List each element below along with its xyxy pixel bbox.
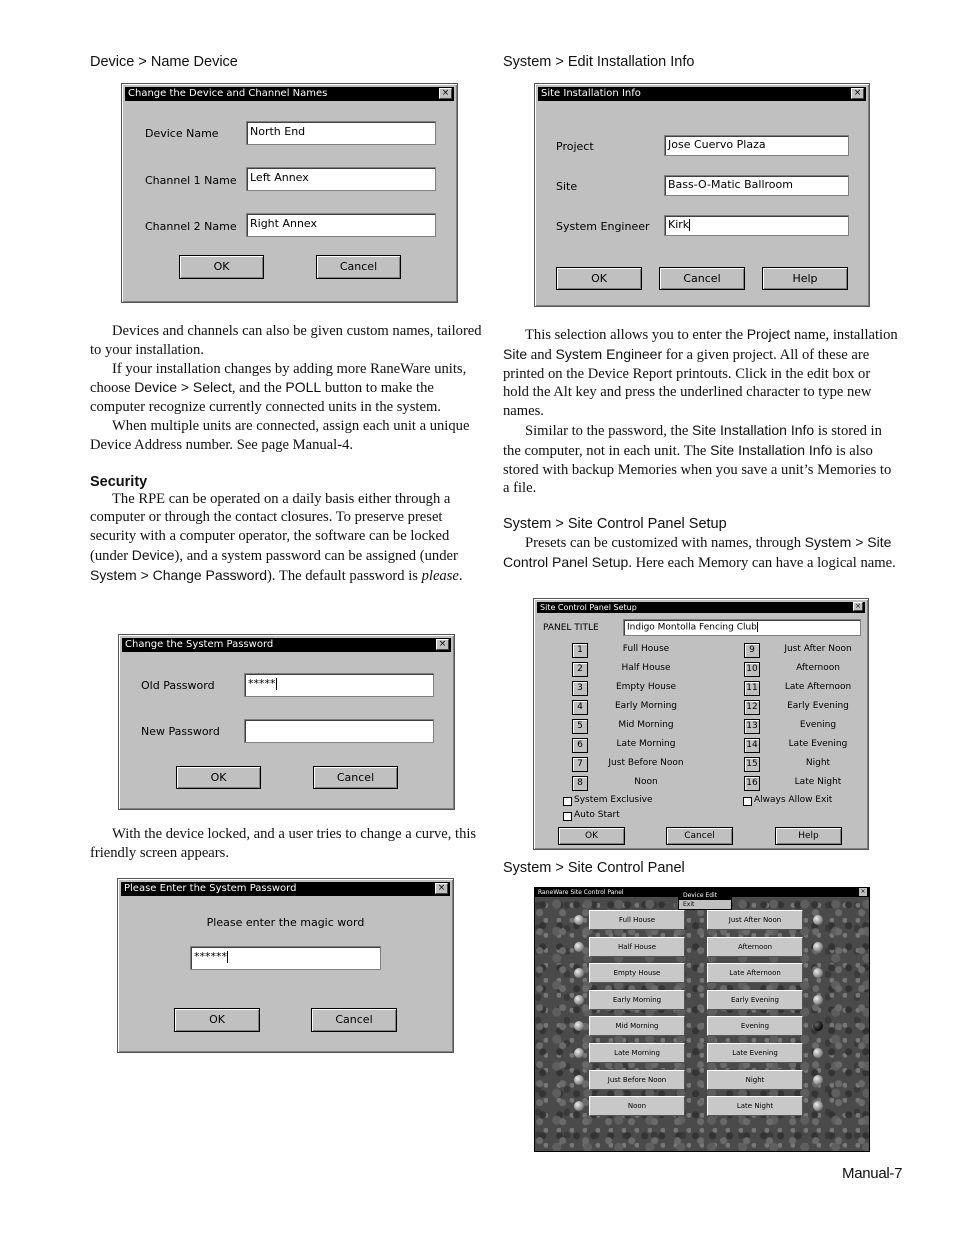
preset-indicator-icon xyxy=(813,1075,823,1085)
caption-site-control-panel: System > Site Control Panel xyxy=(503,860,685,876)
site-input[interactable]: Bass-O-Matic Ballroom xyxy=(664,175,849,196)
cancel-button[interactable]: Cancel xyxy=(313,766,398,789)
field-reference: System Engineer xyxy=(555,345,663,362)
text-caret xyxy=(689,219,690,231)
preset-button[interactable]: Late Evening xyxy=(707,1043,803,1063)
preset-button[interactable]: Late Morning xyxy=(589,1043,685,1063)
dialog-titlebar xyxy=(537,602,865,613)
memory-name-field[interactable]: Just Before Noon xyxy=(608,758,684,768)
memory-number-button[interactable]: 2 xyxy=(572,662,588,677)
preset-button[interactable]: Noon xyxy=(589,1096,685,1116)
memory-name-field[interactable]: Late Night xyxy=(794,777,842,787)
text-caret xyxy=(757,622,758,632)
memory-name-field[interactable]: Late Morning xyxy=(616,739,676,749)
cancel-button[interactable]: Cancel xyxy=(311,1008,397,1032)
paragraph-security xyxy=(90,490,482,586)
dialog-titlebar xyxy=(121,882,450,896)
left-column-text xyxy=(90,322,482,586)
preset-button[interactable]: Just Before Noon xyxy=(589,1070,685,1090)
password-input[interactable] xyxy=(190,946,381,970)
memory-number-button[interactable]: 9 xyxy=(744,643,760,658)
ok-button[interactable]: OK xyxy=(558,827,625,845)
menu-command: Device > Select xyxy=(134,379,232,396)
paragraph-custom-names: Devices and channels can also be given custom names, tailored to your installation. xyxy=(90,323,482,358)
preset-indicator-icon xyxy=(813,995,823,1005)
menu-command: System > Site Control Panel Setup xyxy=(503,534,892,570)
dialog-site-installation xyxy=(534,83,870,307)
preset-button[interactable]: Early Morning xyxy=(589,990,685,1010)
preset-indicator-icon xyxy=(574,995,584,1005)
memory-name-field[interactable]: Noon xyxy=(634,777,658,787)
memory-name-field[interactable]: Half House xyxy=(621,663,671,673)
close-icon[interactable]: × xyxy=(860,888,866,895)
memory-number-button[interactable]: 5 xyxy=(572,719,588,734)
text-segment: Similar to the password, the xyxy=(525,422,689,439)
page-number: Manual-7 xyxy=(842,1165,903,1182)
text-segment: The RPE can be operated on a daily basis either through a computer or through the contact closures. To preserve preset security with a computer operator, the software can be locked (under xyxy=(90,490,451,564)
system-exclusive-checkbox[interactable] xyxy=(563,797,572,806)
memory-number-button[interactable]: 15 xyxy=(744,757,760,772)
menu-item-exit[interactable]: Exit xyxy=(683,901,695,908)
menu-command: System > Change Password xyxy=(90,566,268,583)
preset-button[interactable]: Late Night xyxy=(707,1096,803,1116)
preset-indicator-icon xyxy=(813,1101,823,1111)
text-segment: , and the xyxy=(231,380,282,397)
memory-number-button[interactable]: 13 xyxy=(744,719,760,734)
preset-indicator-icon xyxy=(813,942,823,952)
field-reference: Site xyxy=(503,345,528,362)
dialog-titlebar xyxy=(122,638,451,652)
cancel-button[interactable]: Cancel xyxy=(316,255,401,279)
text-segment: is stored in the computer, not in each unit. The xyxy=(503,422,882,459)
dialog-title: Site Control Panel Setup xyxy=(540,603,637,612)
memory-name-field[interactable]: Empty House xyxy=(615,682,677,692)
memory-number-button[interactable]: 16 xyxy=(744,776,760,791)
system-engineer-input[interactable] xyxy=(664,215,849,236)
paragraph-device-locked: With the device locked, and a user tries to change a curve, this friendly screen appears. xyxy=(90,826,477,861)
default-password: please xyxy=(421,567,459,584)
panel-title-value: Indigo Montolla Fencing Club xyxy=(627,622,757,633)
memory-number-button[interactable]: 6 xyxy=(572,738,588,753)
site-control-panel-window xyxy=(534,887,870,1152)
panel-title: RaneWare Site Control Panel xyxy=(538,889,624,896)
cancel-button[interactable]: Cancel xyxy=(659,267,745,290)
panel-title-input[interactable] xyxy=(623,619,861,636)
dialog-title: Please Enter the System Password xyxy=(124,883,297,894)
memory-name-field[interactable]: Evening xyxy=(799,720,837,730)
system-engineer-label: System Engineer xyxy=(556,220,650,233)
dialog-title: Change the System Password xyxy=(125,639,274,650)
memory-name-field[interactable]: Night xyxy=(805,758,831,768)
device-name-label: Device Name xyxy=(145,127,219,140)
field-reference: Project xyxy=(746,326,791,342)
help-button[interactable]: Help xyxy=(762,267,848,290)
paragraph-site-installation xyxy=(503,325,899,421)
memory-name-field[interactable]: Mid Morning xyxy=(618,720,674,730)
always-allow-exit-label: Always Allow Exit xyxy=(754,795,833,805)
preset-button[interactable]: Mid Morning xyxy=(589,1016,685,1036)
cancel-button[interactable]: Cancel xyxy=(666,827,733,845)
memory-number-button[interactable]: 4 xyxy=(572,700,588,715)
preset-indicator-icon xyxy=(813,915,823,925)
memory-number-button[interactable]: 10 xyxy=(744,662,760,677)
password-value: ****** xyxy=(194,950,227,963)
text-segment: If your installation changes by adding more RaneWare units, choose xyxy=(90,360,467,397)
paragraph-installation-changes xyxy=(90,360,482,417)
memory-name-field[interactable]: Afternoon xyxy=(796,663,840,673)
text-caret xyxy=(276,678,277,690)
old-password-label: Old Password xyxy=(141,679,215,692)
device-name-input[interactable]: North End xyxy=(246,121,436,145)
memory-number-button[interactable]: 14 xyxy=(744,738,760,753)
right-column-text xyxy=(503,325,899,573)
new-password-label: New Password xyxy=(141,725,220,738)
dialog-titlebar xyxy=(125,87,454,101)
text-segment: and xyxy=(530,346,552,363)
close-icon[interactable]: × xyxy=(436,639,449,650)
text-segment: Presets can be customized with names, through xyxy=(525,535,801,552)
dialog-title: Change the Device and Channel Names xyxy=(128,88,328,99)
auto-start-checkbox[interactable] xyxy=(563,812,572,821)
preset-indicator-icon xyxy=(574,1101,584,1111)
menu-item-device-edit[interactable]: Device Edit xyxy=(679,891,731,900)
dialog-change-names xyxy=(121,83,458,303)
old-password-input[interactable] xyxy=(244,673,434,697)
ok-button[interactable]: OK xyxy=(176,766,261,789)
channel-2-name-input[interactable]: Right Annex xyxy=(246,213,436,237)
text-segment: . Here each Memory can have a logical name. xyxy=(628,554,896,571)
memory-number-button[interactable]: 11 xyxy=(744,681,760,696)
caption-site-control-setup: System > Site Control Panel Setup xyxy=(503,516,727,533)
memory-name-field[interactable]: Late Afternoon xyxy=(784,682,852,692)
preset-button[interactable]: Empty House xyxy=(589,963,685,983)
system-exclusive-label: System Exclusive xyxy=(574,795,653,805)
help-button[interactable]: Help xyxy=(775,827,842,845)
auto-start-label: Auto Start xyxy=(574,810,620,820)
preset-button[interactable]: Early Evening xyxy=(707,990,803,1010)
dialog-change-password xyxy=(118,634,455,810)
ok-button[interactable]: OK xyxy=(556,267,642,290)
preset-indicator-icon xyxy=(574,968,584,978)
preset-button[interactable]: Half House xyxy=(589,937,685,957)
preset-indicator-icon xyxy=(813,968,823,978)
preset-button[interactable]: Full House xyxy=(589,910,685,930)
panel-context-menu xyxy=(678,890,732,910)
ok-button[interactable]: OK xyxy=(179,255,264,279)
preset-button[interactable]: Late Afternoon xyxy=(707,963,803,983)
old-password-value: ***** xyxy=(248,677,276,690)
memory-name-field[interactable]: Full House xyxy=(622,644,670,654)
text-caret xyxy=(227,951,228,963)
close-icon[interactable]: × xyxy=(853,602,863,611)
memory-number-button[interactable]: 7 xyxy=(572,757,588,772)
project-input[interactable]: Jose Cuervo Plaza xyxy=(664,135,849,156)
memory-number-button[interactable]: 12 xyxy=(744,700,760,715)
site-label: Site xyxy=(556,180,578,193)
dialog-titlebar xyxy=(538,87,866,101)
always-allow-exit-checkbox[interactable] xyxy=(743,797,752,806)
channel-1-name-input[interactable]: Left Annex xyxy=(246,167,436,191)
dialog-title: Site Installation Info xyxy=(541,88,641,99)
ok-button[interactable]: OK xyxy=(174,1008,260,1032)
preset-indicator-icon xyxy=(574,942,584,952)
menu-command: Device xyxy=(131,546,175,563)
memory-name-field[interactable]: Just After Noon xyxy=(784,644,852,654)
dialog-enter-password xyxy=(117,878,454,1053)
panel-title-label: PANEL TITLE xyxy=(543,623,599,633)
security-heading: Security xyxy=(90,473,148,490)
text-segment: name, installation xyxy=(793,327,898,343)
memory-name-field[interactable]: Early Evening xyxy=(787,701,849,711)
text-segment: button to make the computer recognize currently connected units in the system. xyxy=(90,380,441,416)
field-reference: Site Installation Info xyxy=(692,421,815,438)
preset-button[interactable]: Night xyxy=(707,1070,803,1090)
close-icon[interactable]: × xyxy=(851,88,864,99)
text-segment: ). The default password is xyxy=(267,567,418,584)
preset-indicator-icon xyxy=(574,915,584,925)
preset-indicator-icon xyxy=(813,1048,823,1058)
memory-number-button[interactable]: 1 xyxy=(572,643,588,658)
paragraph-multiple-units: When multiple units are connected, assign each unit a unique Device Address number. See page Manual-4. xyxy=(90,417,470,453)
memory-number-button[interactable]: 8 xyxy=(572,776,588,791)
channel-1-name-label: Channel 1 Name xyxy=(145,174,237,187)
memory-number-button[interactable]: 3 xyxy=(572,681,588,696)
text-segment: This selection allows you to enter the xyxy=(525,327,744,343)
password-prompt: Please enter the magic word xyxy=(206,916,365,929)
text-segment: ), and a system password can be assigned (under xyxy=(174,547,458,564)
caption-edit-installation: System > Edit Installation Info xyxy=(503,54,695,70)
preset-indicator-icon xyxy=(574,1021,584,1031)
close-icon[interactable]: × xyxy=(439,88,452,99)
text-segment: . xyxy=(458,567,463,584)
field-reference: Site Installation Info xyxy=(710,441,833,458)
dialog-site-control-setup xyxy=(533,598,869,850)
paragraph-presets xyxy=(503,533,899,573)
preset-button[interactable]: Afternoon xyxy=(707,937,803,957)
preset-indicator-icon xyxy=(574,1075,584,1085)
new-password-input[interactable] xyxy=(244,719,434,743)
text-segment: is also stored with backup Memories when you save a unit’s Memories to a file. xyxy=(503,442,892,497)
caption-name-device: Device > Name Device xyxy=(90,54,238,70)
paragraph-stored-info xyxy=(503,421,899,498)
system-engineer-value: Kirk xyxy=(668,218,690,231)
memory-name-field[interactable]: Late Evening xyxy=(788,739,848,749)
close-icon[interactable]: × xyxy=(435,883,448,894)
preset-indicator-icon xyxy=(813,1021,823,1031)
preset-indicator-icon xyxy=(574,1048,584,1058)
poll-button-reference: POLL xyxy=(285,379,322,396)
preset-button[interactable]: Just After Noon xyxy=(707,910,803,930)
project-label: Project xyxy=(556,140,594,153)
channel-2-name-label: Channel 2 Name xyxy=(145,220,237,233)
text-segment: for a given project. All of these are printed on the Device Report printouts. Click in the edit box or hold the Alt key and press the underlined character to type new names. xyxy=(503,346,872,420)
preset-button[interactable]: Evening xyxy=(707,1016,803,1036)
memory-name-field[interactable]: Early Morning xyxy=(614,701,678,711)
